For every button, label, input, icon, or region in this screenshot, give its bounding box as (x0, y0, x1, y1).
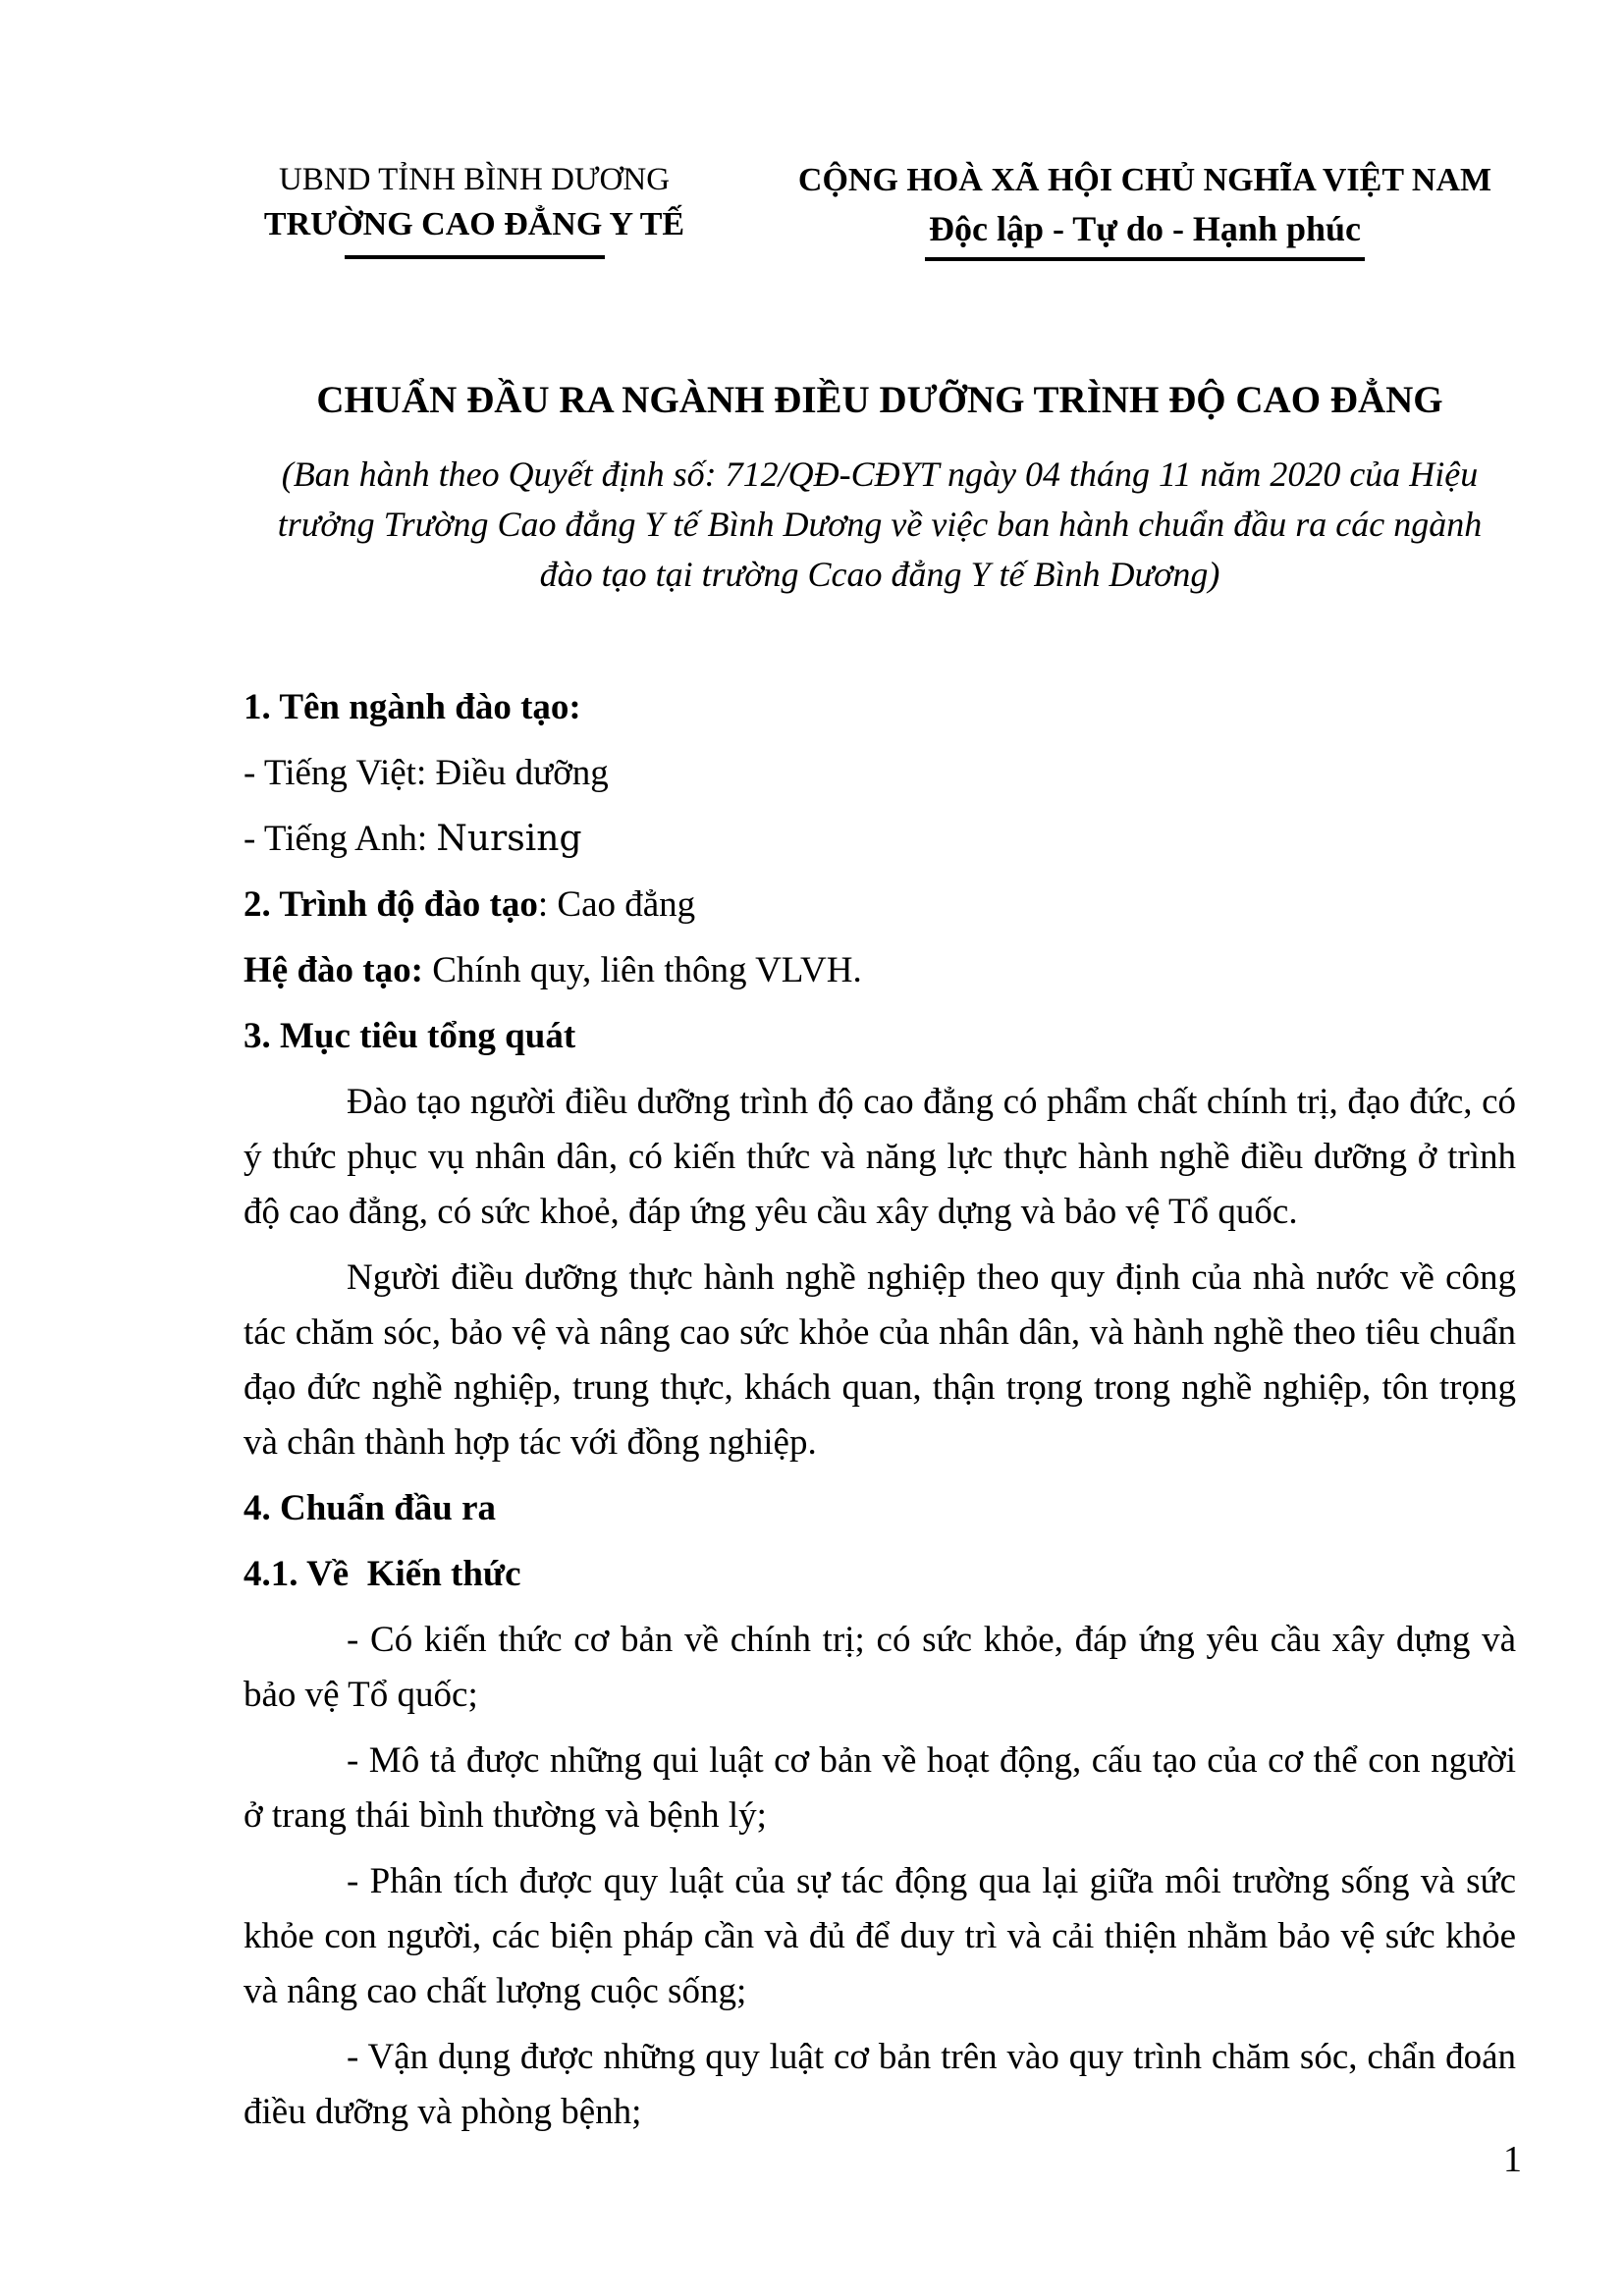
agency-name: TRƯỜNG CAO ĐẲNG Y TẾ (263, 206, 685, 242)
english-name-item (244, 812, 1516, 867)
knowledge-bullet-3: - Phân tích được quy luật của sự tác động qua lại giữa môi trường sống và sức khỏe con người, các biện pháp cần và đủ để duy trì và cải thiện nhằm bảo vệ sức khỏe và nâng cao chất lượng cuộc sống; (244, 1861, 1516, 2011)
training-system-line (244, 943, 1516, 998)
document-body (244, 680, 1516, 2140)
agency-parent-name: UBND TỈNH BÌNH DƯƠNG (278, 162, 671, 197)
objective-paragraph-2: Người điều dưỡng thực hành nghề nghiệp theo quy định của nhà nước về công tác chăm sóc, bảo vệ và nâng cao sức khỏe của nhân dân, và hành nghề theo tiêu chuẩn đạo đức nghề nghiệp, trung thực, khách quan, thận trọng trong nghề nghiệp, tôn trọng và chân thành hợp tác với đồng nghiệp. (244, 1257, 1516, 1463)
page-number: 1 (1503, 2139, 1522, 2180)
national-header (244, 157, 1516, 261)
training-level-label: 2. Trình độ đào tạo (244, 884, 538, 925)
objective-paragraph-1: Đào tạo người điều dưỡng trình độ cao đẳng có phẩm chất chính trị, đạo đức, có ý thức phục vụ nhân dân, có kiến thức và năng lực thực hành nghề điều dưỡng ở trình độ cao đẳng, có sức khoẻ, đáp ứng yêu cầu xây dựng và bảo vệ Tổ quốc. (244, 1082, 1516, 1232)
national-motto-block (774, 157, 1516, 261)
document-title: CHUẨN ĐẦU RA NGÀNH ĐIỀU DƯỠNG TRÌNH ĐỘ CAO ĐẲNG (316, 379, 1443, 421)
english-name-label: - Tiếng Anh: (244, 819, 437, 859)
issuing-agency-block (244, 157, 705, 259)
section-3-heading: 3. Mục tiêu tổng quát (244, 1016, 576, 1056)
knowledge-bullet-4: - Vận dụng được những quy luật cơ bản trên vào quy trình chăm sóc, chẩn đoán điều dưỡng và phòng bệnh; (244, 2037, 1516, 2132)
training-level-value: : Cao đẳng (537, 884, 696, 925)
knowledge-bullet-2: - Mô tả được những qui luật cơ bản về hoạt động, cấu tạo của cơ thể con người ở trang thái bình thường và bệnh lý; (244, 1740, 1516, 1836)
section-1-heading: 1. Tên ngành đào tạo: (244, 687, 581, 727)
vietnamese-name-item: - Tiếng Việt: Điều dưỡng (244, 753, 609, 793)
national-motto: Độc lập - Tự do - Hạnh phúc (925, 206, 1365, 261)
country-title: CỘNG HOÀ XÃ HỘI CHỦ NGHĨA VIỆT NAM (797, 162, 1492, 198)
issuance-note: (Ban hành theo Quyết định số: 712/QĐ-CĐYT ngày 04 tháng 11 năm 2020 của Hiệu trưởng Trường Cao đẳng Y tế Bình Dương về việc ban hành chuẩn đầu ra các ngành đào tạo tại trường Ccao đẳng Y tế Bình Dương) (277, 454, 1483, 594)
training-system-label: Hệ đào tạo: (244, 950, 423, 990)
training-level-line (244, 878, 1516, 933)
english-name-value: Nursing (436, 819, 582, 859)
training-system-value: Chính quy, liên thông VLVH. (422, 950, 862, 990)
section-4-heading: 4. Chuẩn đầu ra (244, 1488, 497, 1528)
section-4-1-heading: 4.1. Về Kiến thức (244, 1554, 521, 1594)
knowledge-bullet-1: - Có kiến thức cơ bản về chính trị; có sức khỏe, đáp ứng yêu cầu xây dựng và bảo vệ Tổ quốc; (244, 1620, 1516, 1715)
agency-underline (345, 255, 605, 259)
